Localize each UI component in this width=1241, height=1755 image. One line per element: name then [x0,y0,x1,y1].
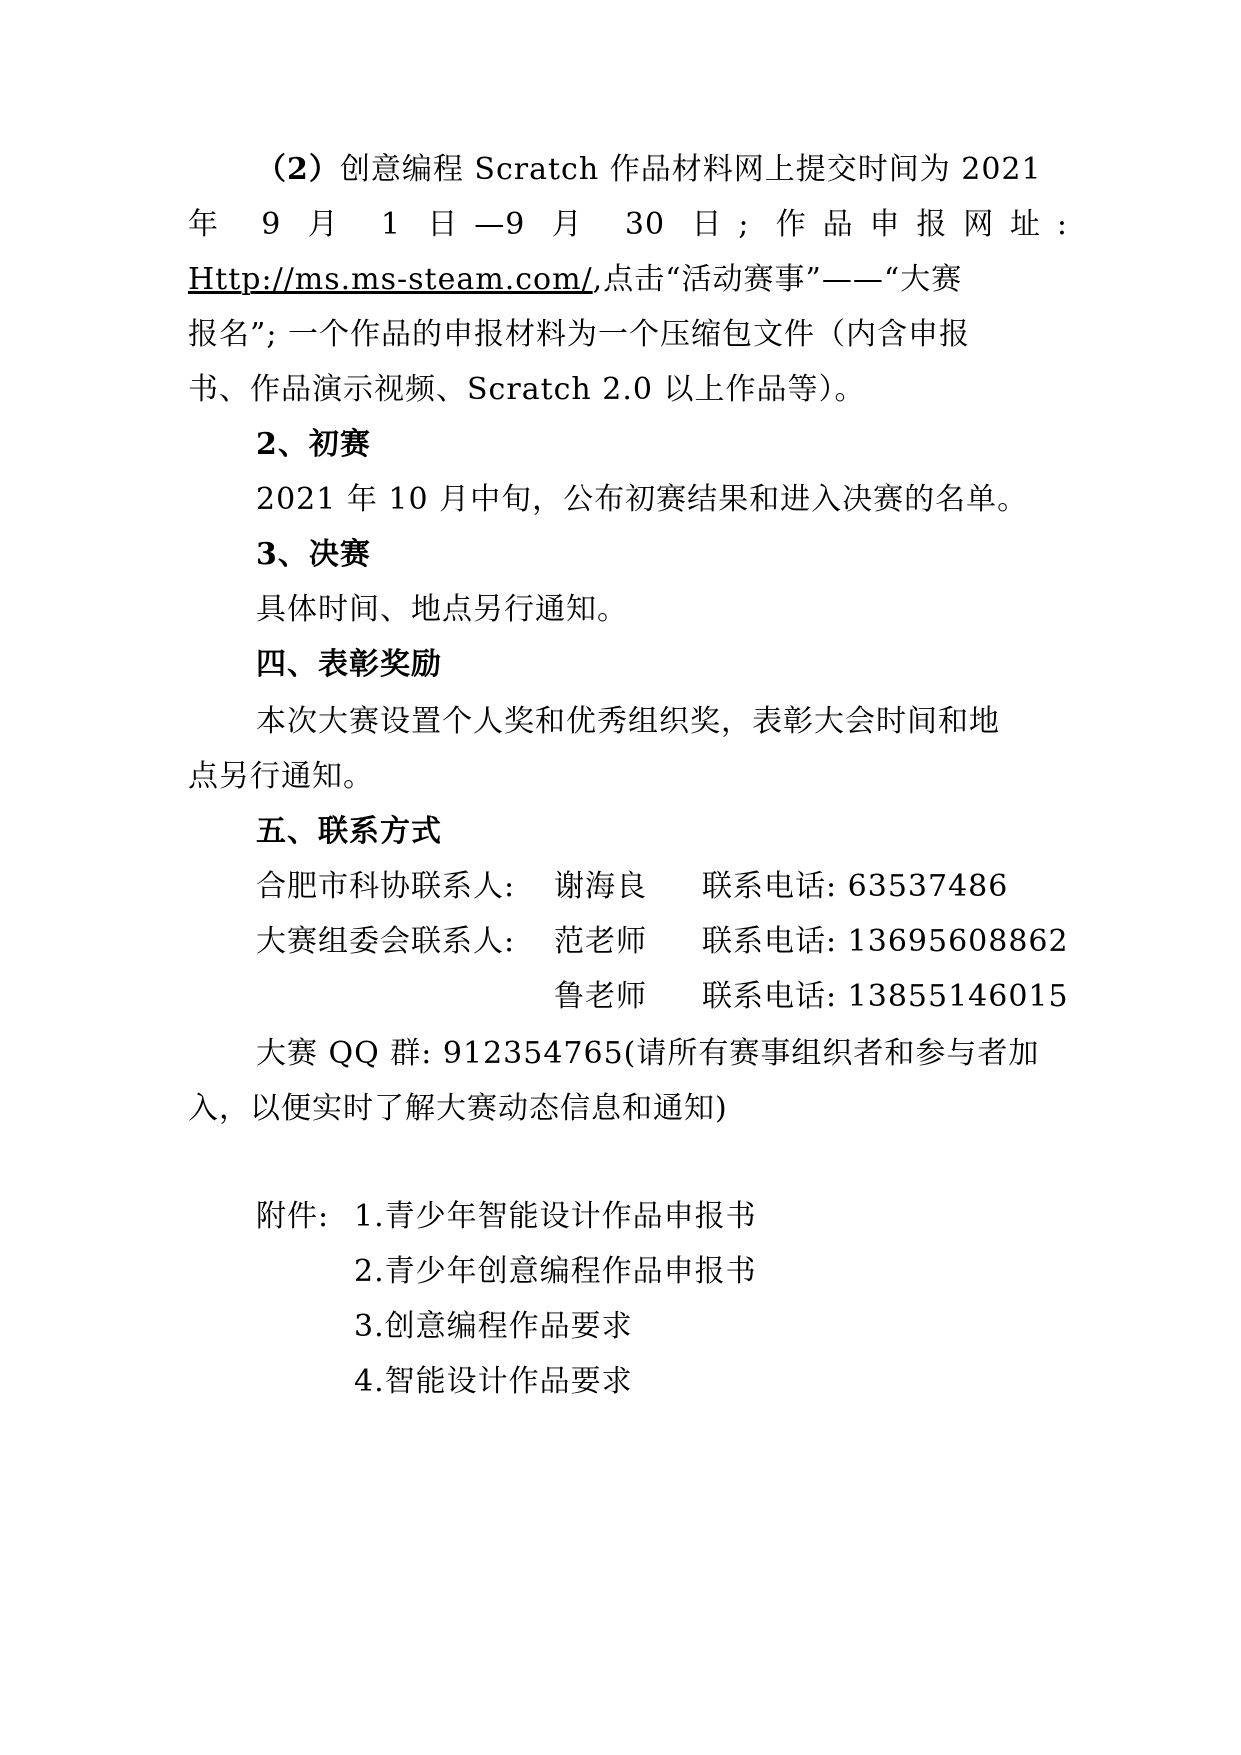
qq-group-line-1: 大赛 QQ 群: 912354765(请所有赛事组织者和参与者加 [256,1036,1040,1071]
submission-line-3-text: ,点击“活动赛事”——“大赛 [592,262,963,297]
awards-line-2: 点另行通知。 [188,759,374,794]
contact-org: 大赛组委会联系人: [256,924,516,959]
contact-person: 谢海良 [554,869,647,904]
attachment-item: 3.创意编程作品要求 [354,1309,633,1344]
submission-line-3 [188,260,1068,300]
submission-line-4: 报名”; 一个作品的申报材料为一个压缩包文件（内含申报 [188,317,970,352]
contacts-heading: 五、联系方式 [256,814,442,849]
contact-phone: 联系电话: 63537486 [702,869,1009,904]
final-text: 具体时间、地点另行通知。 [256,592,628,627]
final-heading: 3、决赛 [256,537,371,572]
prelim-heading: 2、初赛 [256,427,371,462]
submission-line-2: 年 9 月 1 日—9 月 30 日; 作品申报网址: [188,207,1068,242]
submission-url-link[interactable]: Http://ms.ms-steam.com/ [188,262,593,297]
submission-line-1-text: 创意编程 Scratch 作品材料网上提交时间为 2021 [339,152,1042,187]
contact-person: 范老师 [554,924,647,959]
attachment-item: 4.智能设计作品要求 [354,1364,633,1399]
contact-person: 鲁老师 [554,979,647,1014]
qq-group-line-2: 入，以便实时了解大赛动态信息和通知) [188,1091,728,1126]
contact-org: 合肥市科协联系人: [256,869,516,904]
submission-line-5: 书、作品演示视频、Scratch 2.0 以上作品等）。 [188,372,866,407]
attachments-label: 附件: [256,1199,330,1234]
submission-line-1 [256,150,1136,190]
contact-phone: 联系电话: 13855146015 [702,979,1069,1014]
attachment-item: 1.青少年智能设计作品申报书 [354,1199,757,1234]
awards-line-1: 本次大赛设置个人奖和优秀组织奖，表彰大会时间和地 [256,704,1000,739]
prelim-text: 2021 年 10 月中旬，公布初赛结果和进入决赛的名单。 [256,482,1029,517]
attachment-item: 2.青少年创意编程作品申报书 [354,1254,757,1289]
contact-phone: 联系电话: 13695608862 [702,924,1069,959]
submission-item-number: （2） [256,152,340,187]
awards-heading: 四、表彰奖励 [256,647,442,682]
